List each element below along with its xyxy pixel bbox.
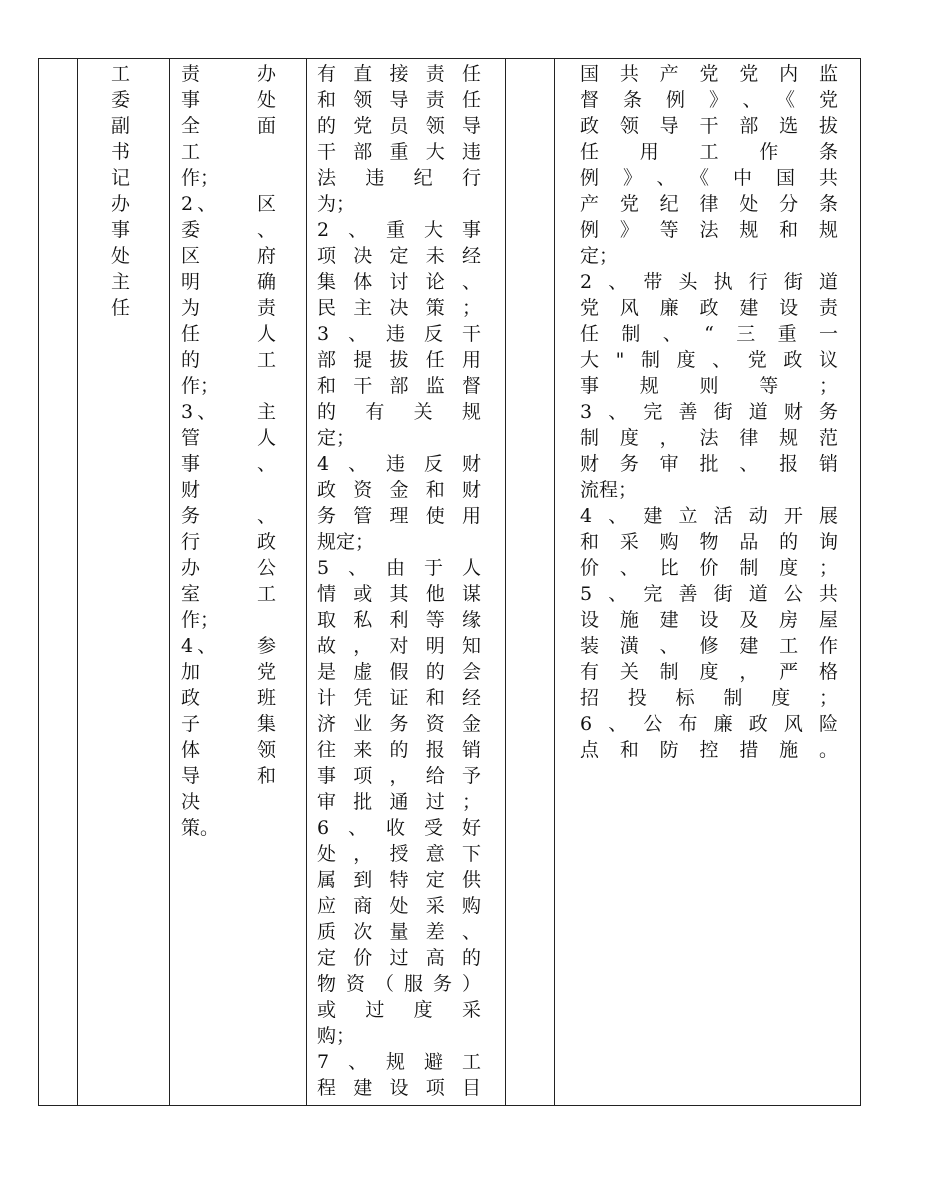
text-line: 委 bbox=[111, 89, 131, 111]
text-line: 属到特定供 bbox=[317, 869, 482, 891]
text-line: 作； bbox=[181, 167, 220, 189]
text-line: 是虚假的会 bbox=[317, 661, 482, 683]
text-line: 2、 区 bbox=[181, 193, 277, 215]
text-line: 法违纪行 bbox=[317, 167, 482, 189]
text-line: 事 、 bbox=[181, 453, 277, 475]
text-line: 干部重大违 bbox=[317, 141, 482, 163]
text-line: 办 bbox=[111, 193, 131, 215]
text-line: 有关制度，严格 bbox=[580, 661, 839, 683]
text-line: 决 bbox=[181, 791, 201, 813]
measure-lines bbox=[555, 59, 860, 763]
text-line: 4、违反财 bbox=[317, 453, 482, 475]
text-line: 和领导责任 bbox=[317, 89, 482, 111]
text-line: 设施建设及房屋 bbox=[580, 609, 839, 631]
text-line: 作； bbox=[181, 609, 220, 631]
text-line: 办 公 bbox=[181, 557, 277, 579]
text-line: 计凭证和经 bbox=[317, 687, 482, 709]
text-line: 购； bbox=[317, 1025, 356, 1047]
risk-table bbox=[38, 58, 861, 1106]
text-line: 务管理使用 bbox=[317, 505, 482, 527]
text-line: 管 人 bbox=[181, 427, 277, 449]
text-line: 取私利等缘 bbox=[317, 609, 482, 631]
text-line: 的 工 bbox=[181, 349, 277, 371]
text-line: 作； bbox=[181, 375, 220, 397]
text-line: 6、公布廉政风险 bbox=[580, 713, 839, 735]
text-line: 规定； bbox=[317, 531, 375, 553]
text-line: 政 班 bbox=[181, 687, 277, 709]
text-line: 装潢、修建工作 bbox=[580, 635, 839, 657]
text-line: 例》、《中国共 bbox=[580, 167, 839, 189]
text-line: 3、违反干 bbox=[317, 323, 482, 345]
text-line: 工 bbox=[111, 63, 131, 85]
text-line: 责 办 bbox=[181, 63, 277, 85]
text-line: 或过度采 bbox=[317, 999, 482, 1021]
text-line: 3、 主 bbox=[181, 401, 277, 423]
text-line: 定价过高的 bbox=[317, 947, 482, 969]
text-line: 5、完善街道公共 bbox=[580, 583, 839, 605]
text-line: 明 确 bbox=[181, 271, 277, 293]
text-line: 任制、“三重一 bbox=[580, 323, 839, 345]
text-line: 的有关规 bbox=[317, 401, 482, 423]
text-line: 程建设项目 bbox=[317, 1077, 482, 1099]
text-line: 为； bbox=[317, 193, 356, 215]
text-line: 招投标制度； bbox=[580, 687, 839, 709]
text-line: 3、完善街道财务 bbox=[580, 401, 839, 423]
text-line: 产党纪律处分条 bbox=[580, 193, 839, 215]
text-line: 部提拔任用 bbox=[317, 349, 482, 371]
text-line: 事 bbox=[111, 219, 131, 241]
text-line: 政领导干部选拔 bbox=[580, 115, 839, 137]
text-line: 事规则等； bbox=[580, 375, 839, 397]
text-line: 任 bbox=[111, 297, 131, 319]
text-line: 事项，给予 bbox=[317, 765, 482, 787]
cell-risk-points bbox=[307, 59, 506, 1106]
text-line: 往来的报销 bbox=[317, 739, 482, 761]
text-line: 全 面 bbox=[181, 115, 277, 137]
text-line: 济业务资金 bbox=[317, 713, 482, 735]
text-line: 督条例》、《党 bbox=[580, 89, 839, 111]
text-line: 财务审批、报销 bbox=[580, 453, 839, 475]
text-line: 室 工 bbox=[181, 583, 277, 605]
text-line: 集体讨论、 bbox=[317, 271, 482, 293]
text-line: 2、重大事 bbox=[317, 219, 482, 241]
text-line: 任用工作条 bbox=[580, 141, 839, 163]
risk-lines bbox=[307, 59, 505, 1101]
text-line: 6、收受好 bbox=[317, 817, 482, 839]
table-row bbox=[39, 59, 861, 1106]
text-line: 处，授意下 bbox=[317, 843, 482, 865]
position-lines bbox=[78, 59, 169, 321]
text-line: 5、由于人 bbox=[317, 557, 482, 579]
text-line: 国共产党党内监 bbox=[580, 63, 839, 85]
text-line: 政资金和财 bbox=[317, 479, 482, 501]
text-line: 应商处采购 bbox=[317, 895, 482, 917]
text-line: 大"制度、党政议 bbox=[580, 349, 839, 371]
cell-risk-level bbox=[506, 59, 555, 1106]
text-line: 财 bbox=[181, 479, 201, 501]
text-line: 任 人 bbox=[181, 323, 277, 345]
text-line: 项决定未经 bbox=[317, 245, 482, 267]
text-line: 流程； bbox=[580, 479, 638, 501]
text-line: 制度，法律规范 bbox=[580, 427, 839, 449]
text-line: 审批通过； bbox=[317, 791, 482, 813]
text-line: 和干部监督 bbox=[317, 375, 482, 397]
text-line: 情或其他谋 bbox=[317, 583, 482, 605]
text-line: 加 党 bbox=[181, 661, 277, 683]
text-line: 导 和 bbox=[181, 765, 277, 787]
cell-prevention-measures bbox=[555, 59, 861, 1106]
text-line: 点和防控措施。 bbox=[580, 739, 839, 761]
text-line: 和采购物品的询 bbox=[580, 531, 839, 553]
text-line: 4、 参 bbox=[181, 635, 277, 657]
text-line: 主 bbox=[111, 271, 131, 293]
text-line: 质次量差、 bbox=[317, 921, 482, 943]
text-line: 行 政 bbox=[181, 531, 277, 553]
text-line: 价、比价制度； bbox=[580, 557, 839, 579]
text-line: 处 bbox=[111, 245, 131, 267]
text-line: 策。 bbox=[181, 817, 220, 839]
cell-responsibilities bbox=[170, 59, 307, 1106]
text-line: 2、带头执行街道 bbox=[580, 271, 839, 293]
text-line: 记 bbox=[111, 167, 131, 189]
text-line: 定； bbox=[580, 245, 619, 267]
responsibility-lines bbox=[170, 59, 306, 841]
cell-position bbox=[78, 59, 170, 1106]
cell-index bbox=[39, 59, 78, 1106]
text-line: 委 、 bbox=[181, 219, 277, 241]
text-line: 例》等法规和规 bbox=[580, 219, 839, 241]
text-line: 副 bbox=[111, 115, 131, 137]
text-line: 物资（服务） bbox=[317, 973, 482, 995]
text-line: 为 责 bbox=[181, 297, 277, 319]
text-line: 4、建立活动开展 bbox=[580, 505, 839, 527]
text-line: 民主决策； bbox=[317, 297, 482, 319]
text-line: 定； bbox=[317, 427, 356, 449]
text-line: 体 领 bbox=[181, 739, 277, 761]
text-line: 党风廉政建设责 bbox=[580, 297, 839, 319]
text-line: 书 bbox=[111, 141, 131, 163]
text-line: 7、规避工 bbox=[317, 1051, 482, 1073]
text-line: 事 处 bbox=[181, 89, 277, 111]
text-line: 有直接责任 bbox=[317, 63, 482, 85]
text-line: 的党员领导 bbox=[317, 115, 482, 137]
text-line: 务 、 bbox=[181, 505, 277, 527]
text-line: 故，对明知 bbox=[317, 635, 482, 657]
text-line: 区 府 bbox=[181, 245, 277, 267]
text-line: 子 集 bbox=[181, 713, 277, 735]
text-line: 工 bbox=[181, 141, 201, 163]
